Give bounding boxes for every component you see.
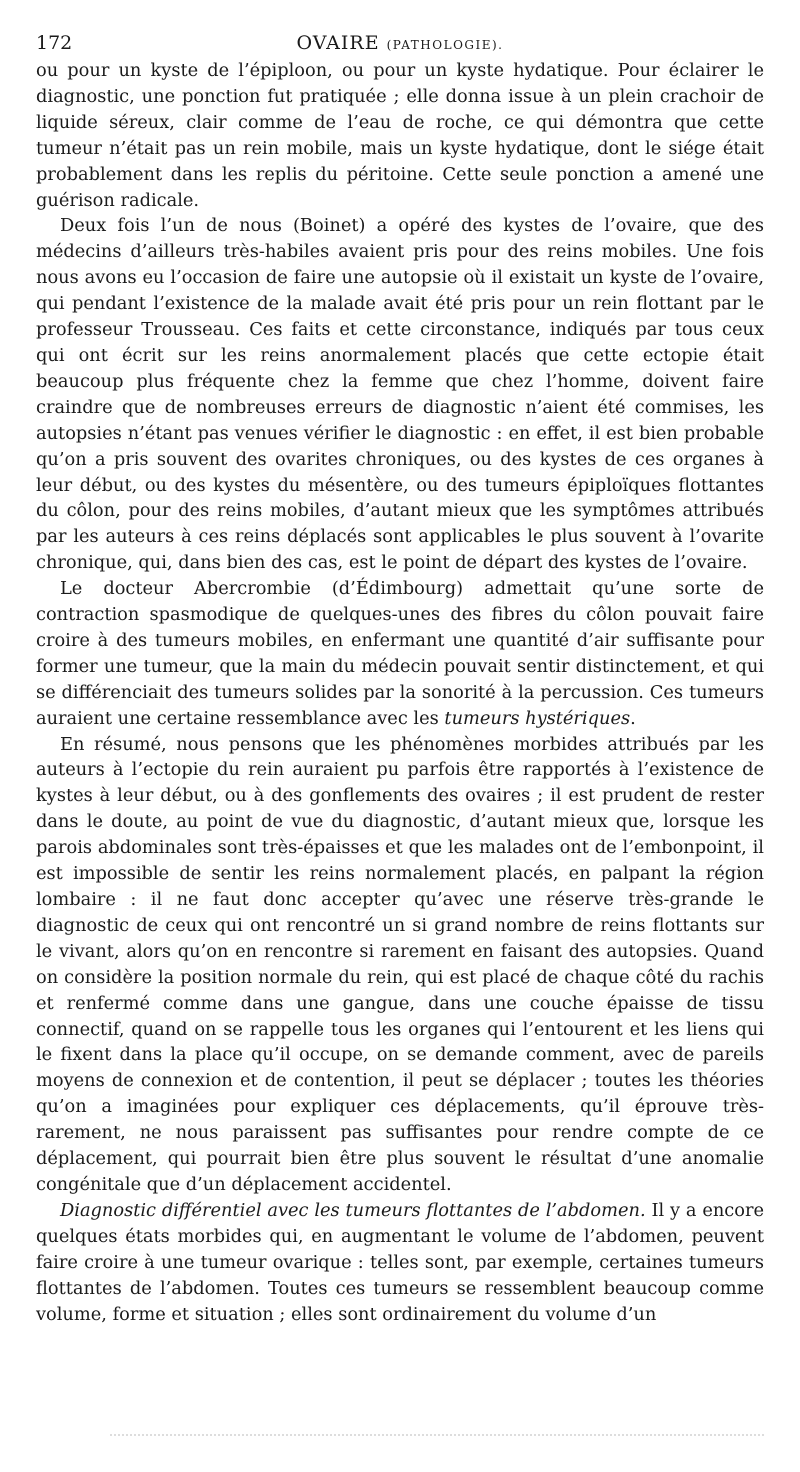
paragraph-3-text: Le docteur Abercrombie (d’Édimbourg) admettait qu’une sorte de contraction spasmodique de quelques-unes des fibres du côlon pouvait faire croire à des tumeurs mobiles, en enfermant une quantité d’air suffisante pour former une tumeur, que la main du médecin pouvait sentir distinctement, et qui se différenciait des tumeurs solides par la sonorité à la percussion. Ces tumeurs auraient une certaine ressemblance avec les: [36, 578, 764, 729]
paragraph-5: [36, 1198, 764, 1328]
running-title-main: OVAIRE: [296, 32, 380, 54]
paragraph-5-text: Il y a encore quelques états morbides qui, en augmentant le volume de l’abdomen, peuvent faire croire à une tumeur ovarique : telles sont, par exemple, certaines tumeurs flottantes de l’abdomen. Toutes ces tumeurs se ressemblent beaucoup comme volume, forme et situation ; elles sont ordinairement du volume d’un: [36, 1199, 764, 1325]
section-heading-italic: Diagnostic différentiel avec les tumeurs flottantes de l’abdomen.: [60, 1199, 646, 1221]
paragraph-3: [36, 576, 764, 731]
paragraph-1: ou pour un kyste de l’épiploon, ou pour un kyste hydatique. Pour éclairer le diagnostic, une ponction fut pratiquée ; elle donna issue à un plein crachoir de liquide séreux, clair comme de l’eau de roche, ce qui démontra que cette tumeur n’était pas un rein mobile, mais un kyste hydatique, dont le siége était probablement dans les replis du péritoine. Cette seule ponction a amené une guérison radicale.: [36, 60, 764, 211]
paragraph-3-italic: tumeurs hystériques: [444, 707, 631, 729]
running-head: [36, 28, 764, 58]
paragraph-3-end: .: [630, 707, 636, 729]
paragraph-2: Deux fois l’un de nous (Boinet) a opéré des kystes de l’ovaire, que des médecins d’ailleurs très-habiles avaient pris pour des reins mobiles. Une fois nous avons eu l’occasion de faire une autopsie où il existait un kyste de l’ovaire, qui pendant l’existence de la malade avait été pris pour un rein flottant par le professeur Trousseau. Ces faits et cette circonstance, indiqués par tous ceux qui ont écrit sur les reins anormalement placés que cette ectopie était beaucoup plus fréquente chez la femme que chez l’homme, doivent faire craindre que de nombreuses erreurs de diagnostic n’aient été commises, les autopsies n’étant pas venues vérifier le diagnostic : en effet, il est bien probable qu’on a pris souvent des ovarites chroniques, ou des kystes de ces organes à leur début, ou des kystes du mésentère, ou des tumeurs épiploïques flottantes du côlon, pour des reins mobiles, d’autant mieux que les symptômes attribués par les auteurs à ces reins déplacés sont applicables le plus souvent à l’ovarite chronique, qui, dans bien des cas, est le point de départ des kystes de l’ovaire.: [36, 215, 764, 574]
footer-scan-marks: [110, 1434, 764, 1442]
page-number: 172: [36, 32, 73, 54]
running-title-sub: (PATHOLOGIE).: [386, 38, 504, 52]
body-text: [36, 58, 764, 1327]
paragraph-4: En résumé, nous pensons que les phénomènes morbides attribués par les auteurs à l’ectopie du rein auraient pu parfois être rapportés à l’existence de kystes à leur début, ou à des gonflements des ovaires ; il est prudent de rester dans le doute, au point de vue du diagnostic, d’autant mieux que, lorsque les parois abdominales sont très-épaisses et que les malades ont de l’embonpoint, il est impossible de sentir les reins normalement placés, en palpant la région lombaire : il ne faut donc accepter qu’avec une réserve très-grande le diagnostic de ceux qui ont rencontré un si grand nombre de reins flottants sur le vivant, alors qu’on en rencontre si rarement en faisant des autopsies. Quand on considère la position normale du rein, qui est placé de chaque côté du rachis et renfermé comme dans une gangue, dans une couche épaisse de tissu connectif, quand on se rappelle tous les organes qui l’entourent et les liens qui le fixent dans la place qu’il occupe, on se demande comment, avec de pareils moyens de connexion et de contention, il peut se déplacer ; toutes les théories qu’on a imaginées pour expliquer ces déplacements, qu’il éprouve très-rarement, ne nous paraissent pas suffisantes pour rendre compte de ce déplacement, qui pourrait bien être plus souvent le résultat d’une anomalie congénitale que d’un déplacement accidentel.: [36, 733, 764, 1195]
running-title: [36, 28, 764, 60]
